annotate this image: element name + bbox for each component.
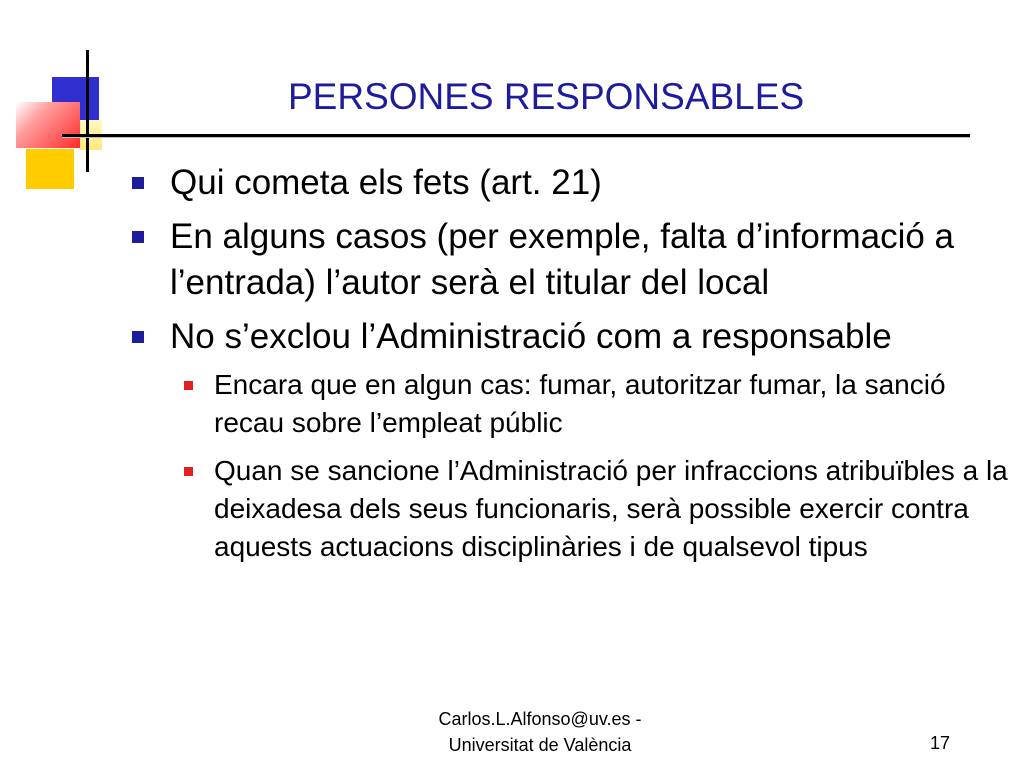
bullet-item [128, 214, 1008, 306]
sub-bullet-text: Quan se sancione l’Administració per infraccions atribuïbles a la deixadesa dels seus funcionaris, serà possible exercir contra aquests actuacions disciplinàries i de qualsevol tipus [214, 455, 1008, 562]
sub-bullet-item [128, 366, 1008, 442]
footer-institution: Universitat de València [448, 735, 632, 755]
slide-body [128, 160, 1008, 566]
title-underline-shadow [62, 137, 970, 138]
slide-footer [400, 706, 680, 758]
bullet-text: No s’exclou l’Administració com a responsable [170, 317, 892, 356]
small-square-bullet-icon [184, 467, 193, 476]
square-bullet-icon [132, 231, 144, 243]
yellow-square-decoration [26, 149, 74, 189]
footer-email: Carlos.L.Alfonso@uv.es - [438, 709, 642, 729]
bullet-text: En alguns casos (per exemple, falta d’informació a l’entrada) l’autor serà el titular del local [170, 217, 955, 302]
slide-title: PERSONES RESPONSABLES [288, 76, 805, 117]
small-square-bullet-icon [184, 381, 193, 390]
slide-decoration [0, 0, 130, 200]
bullet-item [128, 160, 1008, 206]
red-square-decoration [16, 102, 80, 148]
page-number: 17 [930, 733, 951, 753]
vertical-rule [86, 50, 89, 172]
square-bullet-icon [132, 331, 144, 343]
sub-bullet-text: Encara que en algun cas: fumar, autoritzar fumar, la sanció recau sobre l’empleat públic [214, 369, 946, 438]
square-bullet-icon [132, 177, 144, 189]
bullet-text: Qui cometa els fets (art. 21) [170, 163, 602, 202]
sub-bullet-item [128, 452, 1008, 566]
bullet-item [128, 314, 1008, 360]
